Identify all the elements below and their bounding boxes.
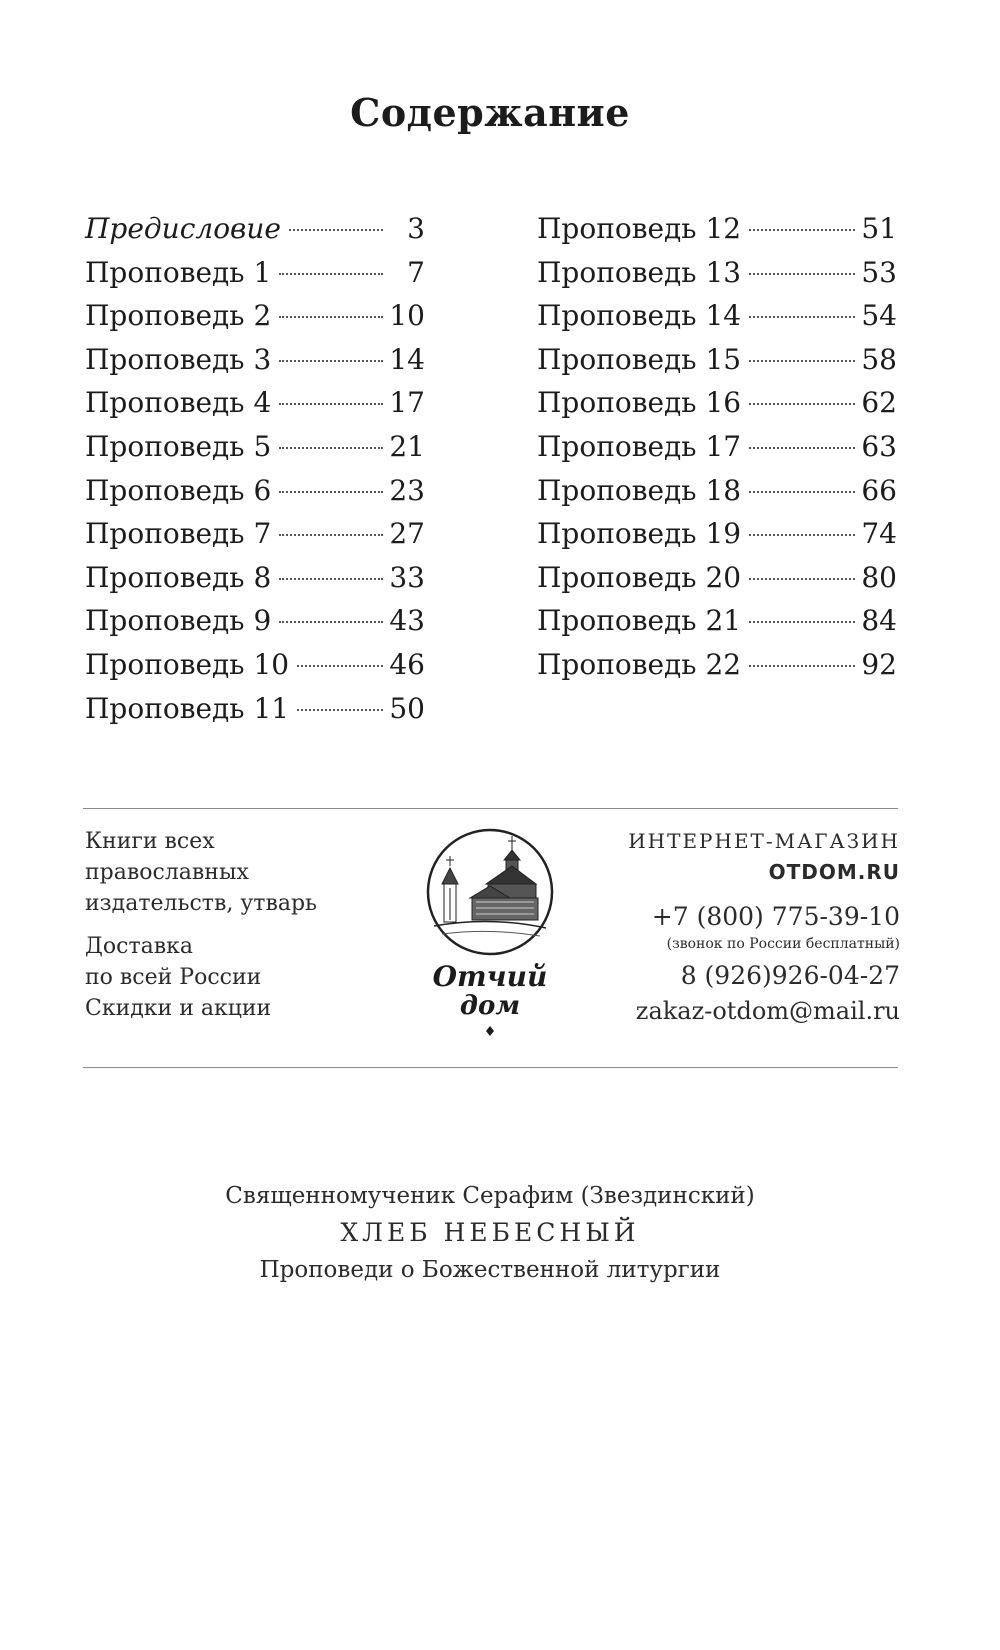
phone-mobile: 8 (926)926-04-27 bbox=[680, 961, 900, 990]
toc-entry-page: 17 bbox=[389, 386, 425, 420]
toc-entry bbox=[537, 556, 897, 600]
toc-entry-page: 74 bbox=[861, 517, 897, 551]
toc-entry-title: Проповедь 4 bbox=[85, 386, 272, 420]
logo-text-line1: Отчий bbox=[432, 960, 548, 993]
toc-leader-dots bbox=[749, 316, 855, 318]
toc-leader-dots bbox=[279, 534, 383, 536]
page-title: Содержание bbox=[350, 90, 630, 135]
toc-entry bbox=[537, 207, 897, 251]
divider-top bbox=[83, 808, 898, 809]
toc-leader-dots bbox=[297, 665, 383, 667]
toc-leader-dots bbox=[297, 709, 383, 711]
logo-text-line2: дом bbox=[459, 991, 521, 1021]
ad-line: издательств, утварь bbox=[85, 891, 318, 916]
toc-entry bbox=[537, 381, 897, 425]
ad-right-contacts bbox=[540, 826, 900, 1028]
toc-entry-page: 63 bbox=[861, 429, 897, 463]
toc-entry-page: 92 bbox=[861, 647, 897, 681]
toc-leader-dots bbox=[279, 491, 383, 493]
toc-entry bbox=[85, 338, 425, 382]
ad-line: православных bbox=[85, 860, 249, 885]
toc-entry-title: Проповедь 3 bbox=[85, 342, 272, 376]
colophon bbox=[0, 1178, 980, 1288]
phone-note: (звонок по России бесплатный) bbox=[666, 936, 900, 952]
toc-entry bbox=[85, 512, 425, 556]
toc-leader-dots bbox=[279, 447, 383, 449]
toc-entry-title: Проповедь 16 bbox=[537, 386, 742, 420]
toc-entry-title: Проповедь 8 bbox=[85, 560, 272, 594]
ad-line: по всей России bbox=[85, 965, 262, 990]
toc-leader-dots bbox=[279, 578, 383, 580]
toc-entry-title: Проповедь 7 bbox=[85, 517, 272, 551]
shop-website: OTDOM.RU bbox=[768, 860, 900, 884]
toc-leader-dots bbox=[279, 360, 383, 362]
toc-entry bbox=[85, 381, 425, 425]
toc-entry bbox=[85, 599, 425, 643]
otchiy-dom-logo bbox=[424, 826, 556, 1036]
toc-entry-page: 21 bbox=[389, 429, 425, 463]
toc-entry-page: 3 bbox=[407, 212, 425, 245]
book-subtitle: Проповеди о Божественной литургии bbox=[259, 1257, 721, 1283]
toc-column-left bbox=[85, 207, 425, 730]
toc-entry bbox=[537, 294, 897, 338]
ad-products-text bbox=[85, 826, 415, 919]
toc-leader-dots bbox=[279, 403, 383, 405]
toc-leader-dots bbox=[289, 229, 383, 231]
toc-leader-dots bbox=[749, 578, 855, 580]
toc-leader-dots bbox=[279, 621, 383, 623]
church-icon bbox=[434, 836, 546, 936]
toc-entry bbox=[537, 643, 897, 687]
toc-entry-title: Проповедь 11 bbox=[85, 691, 290, 725]
toc-entry bbox=[85, 687, 425, 731]
toc-entry-page: 66 bbox=[861, 473, 897, 507]
toc-entry bbox=[85, 425, 425, 469]
toc-entry-title: Проповедь 14 bbox=[537, 299, 742, 333]
toc-leader-dots bbox=[749, 403, 855, 405]
toc-entry-title: Проповедь 5 bbox=[85, 429, 272, 463]
toc-entry-page: 46 bbox=[389, 647, 425, 681]
toc-leader-dots bbox=[749, 229, 855, 231]
email-address: zakaz-otdom@mail.ru bbox=[635, 997, 900, 1025]
shop-label: ИНТЕРНЕТ-МАГАЗИН bbox=[628, 829, 900, 853]
toc-entry-page: 62 bbox=[861, 386, 897, 420]
toc-entry bbox=[537, 338, 897, 382]
toc-entry-title: Проповедь 9 bbox=[85, 604, 272, 638]
toc-entry bbox=[85, 294, 425, 338]
toc-entry bbox=[537, 599, 897, 643]
toc-entry bbox=[537, 469, 897, 513]
diamond-icon bbox=[486, 1026, 494, 1036]
toc-leader-dots bbox=[749, 621, 855, 623]
toc-leader-dots bbox=[749, 534, 855, 536]
toc-entry-title: Проповедь 6 bbox=[85, 473, 272, 507]
toc-entry-title: Проповедь 2 bbox=[85, 299, 272, 333]
toc-leader-dots bbox=[749, 665, 855, 667]
toc-leader-dots bbox=[749, 360, 855, 362]
toc-entry-page: 80 bbox=[861, 560, 897, 594]
toc-entry-page: 50 bbox=[389, 691, 425, 725]
toc-entry-title: Проповедь 17 bbox=[537, 429, 742, 463]
toc-entry-title: Проповедь 20 bbox=[537, 560, 742, 594]
ad-delivery-text bbox=[85, 931, 415, 1024]
toc-leader-dots bbox=[279, 316, 383, 318]
toc-column-right bbox=[537, 207, 897, 687]
toc-entry-page: 33 bbox=[389, 560, 425, 594]
book-title: ХЛЕБ НЕБЕСНЫЙ bbox=[340, 1218, 640, 1247]
toc-entry-page: 14 bbox=[389, 342, 425, 376]
ad-line: Книги всех bbox=[85, 829, 215, 854]
ad-line: Скидки и акции bbox=[85, 996, 272, 1021]
toc-entry-title: Проповедь 22 bbox=[537, 647, 742, 681]
toc-entry-page: 27 bbox=[389, 517, 425, 551]
ad-left-text bbox=[85, 826, 415, 1024]
toc-entry-page: 54 bbox=[861, 299, 897, 333]
toc-entry bbox=[85, 556, 425, 600]
toc-entry bbox=[85, 643, 425, 687]
phone-free: +7 (800) 775-39-10 bbox=[651, 902, 900, 931]
toc-entry bbox=[537, 512, 897, 556]
book-author: Священномученик Серафим (Звездинский) bbox=[225, 1183, 755, 1209]
toc-entry-page: 51 bbox=[861, 212, 897, 245]
toc-entry-page: 23 bbox=[389, 473, 425, 507]
divider-bottom bbox=[83, 1067, 898, 1068]
toc-entry-title: Проповедь 15 bbox=[537, 342, 742, 376]
toc-entry-page: 43 bbox=[389, 604, 425, 638]
toc-entry-page: 10 bbox=[389, 299, 425, 333]
toc-entry-title: Проповедь 18 bbox=[537, 473, 742, 507]
toc-entry-page: 7 bbox=[407, 255, 425, 289]
toc-entry-page: 53 bbox=[861, 255, 897, 289]
toc-leader-dots bbox=[279, 273, 383, 275]
toc-leader-dots bbox=[749, 491, 855, 493]
ad-line: Доставка bbox=[85, 934, 193, 959]
toc-entry bbox=[537, 425, 897, 469]
toc-entry-page: 58 bbox=[861, 342, 897, 376]
toc-entry bbox=[537, 251, 897, 295]
toc-entry bbox=[85, 469, 425, 513]
toc-leader-dots bbox=[749, 447, 855, 449]
toc-leader-dots bbox=[749, 273, 855, 275]
toc-entry-title: Проповедь 21 bbox=[537, 604, 742, 638]
toc-entry-title: Проповедь 10 bbox=[85, 647, 290, 681]
toc-entry-page: 84 bbox=[861, 604, 897, 638]
toc-entry bbox=[85, 251, 425, 295]
toc-entry-title: Предисловие bbox=[85, 212, 281, 245]
toc-entry-title: Проповедь 19 bbox=[537, 517, 742, 551]
toc-entry-title: Проповедь 12 bbox=[537, 212, 742, 245]
toc-entry bbox=[85, 207, 425, 251]
toc-entry-title: Проповедь 13 bbox=[537, 255, 742, 289]
toc-entry-title: Проповедь 1 bbox=[85, 255, 272, 289]
